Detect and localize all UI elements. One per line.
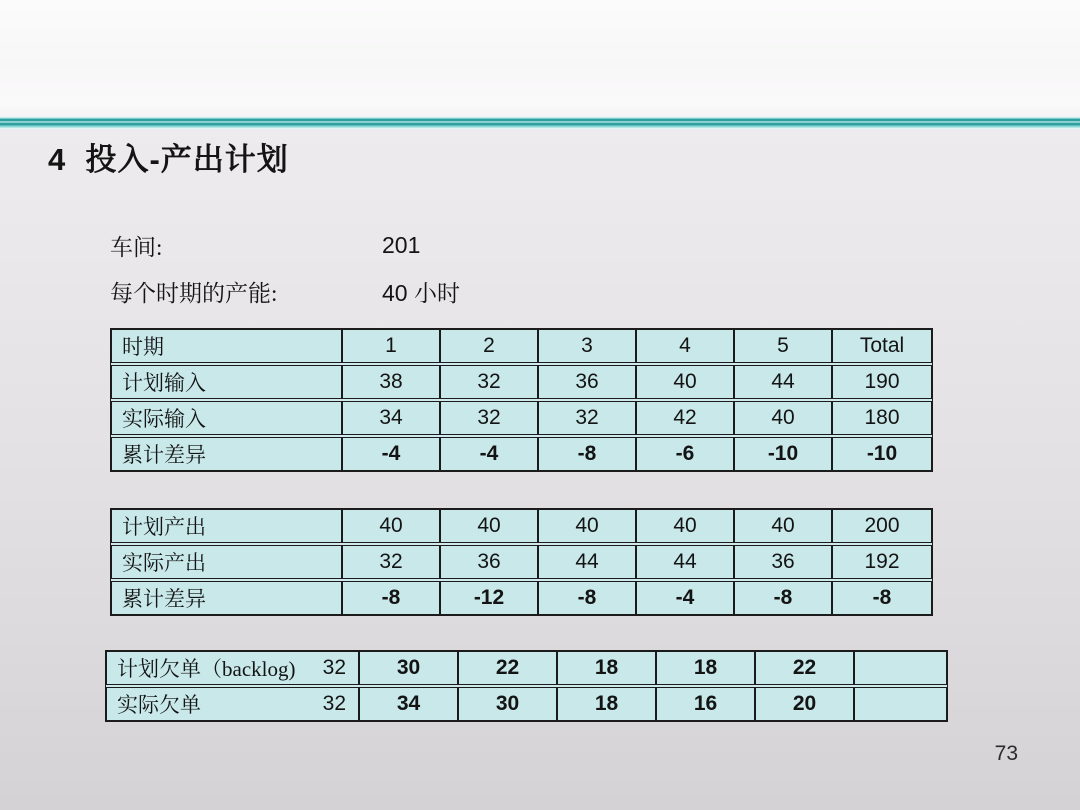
- row-label: 累计差异: [122, 443, 206, 467]
- data-cell: 40: [538, 509, 636, 543]
- input-plan-table: [110, 328, 933, 472]
- data-cell: 40: [342, 509, 440, 543]
- row-label-cell: [111, 545, 342, 579]
- data-cell: 3: [538, 329, 636, 363]
- row-label-cell: [106, 687, 359, 721]
- data-cell: 30: [458, 687, 557, 721]
- row-label: 实际欠单: [117, 693, 201, 717]
- data-cell: -4: [342, 437, 440, 471]
- row-label-cell: [111, 365, 342, 399]
- data-cell: 36: [538, 365, 636, 399]
- data-cell: -10: [832, 437, 932, 471]
- data-cell: 44: [734, 365, 832, 399]
- row-label: 实际输入: [122, 407, 206, 431]
- data-cell: 36: [734, 545, 832, 579]
- data-cell: 2: [440, 329, 538, 363]
- data-cell: -10: [734, 437, 832, 471]
- data-cell: 32: [440, 365, 538, 399]
- data-cell: 4: [636, 329, 734, 363]
- data-cell: 192: [832, 545, 932, 579]
- info-row-capacity: [110, 268, 460, 314]
- data-cell: 22: [458, 651, 557, 685]
- info-row-workshop: [110, 222, 460, 268]
- data-cell: 18: [656, 651, 755, 685]
- backlog-table: [105, 650, 948, 722]
- data-cell: 190: [832, 365, 932, 399]
- data-cell: 40: [440, 509, 538, 543]
- data-cell: 180: [832, 401, 932, 435]
- workshop-value: 201: [382, 231, 421, 258]
- capacity-value: 40 小时: [382, 279, 460, 306]
- data-cell: 32: [440, 401, 538, 435]
- info-block: [110, 222, 460, 314]
- data-cell: 42: [636, 401, 734, 435]
- row-label-cell: [111, 509, 342, 543]
- row-label: 计划产出: [122, 515, 206, 539]
- data-cell: 32: [538, 401, 636, 435]
- data-cell: 22: [755, 651, 854, 685]
- data-cell: -6: [636, 437, 734, 471]
- slide-title: 4 投入-产出计划: [48, 142, 289, 177]
- row-label-cell: [111, 329, 342, 363]
- row-label-cell: [111, 401, 342, 435]
- data-cell: 32: [342, 545, 440, 579]
- data-cell: [854, 687, 947, 721]
- data-cell: 20: [755, 687, 854, 721]
- row-label: 累计差异: [122, 587, 206, 611]
- row-label-cell: [106, 651, 359, 685]
- capacity-label: 每个时期的产能:: [110, 280, 278, 306]
- data-cell: 18: [557, 651, 656, 685]
- data-cell: 5: [734, 329, 832, 363]
- data-cell: -12: [440, 581, 538, 615]
- workshop-label: 车间:: [110, 234, 163, 260]
- row-label-cell: [111, 437, 342, 471]
- data-cell: [854, 651, 947, 685]
- row-initial-value: 32: [322, 692, 346, 715]
- data-cell: 34: [342, 401, 440, 435]
- data-cell: 38: [342, 365, 440, 399]
- data-cell: 40: [636, 365, 734, 399]
- data-cell: 44: [636, 545, 734, 579]
- decorative-teal-band: [0, 117, 1080, 129]
- data-cell: -8: [538, 437, 636, 471]
- output-plan-table: [110, 508, 933, 616]
- row-label: 计划欠单（backlog): [117, 657, 296, 681]
- data-cell: Total: [832, 329, 932, 363]
- data-cell: -8: [734, 581, 832, 615]
- row-label: 实际产出: [122, 551, 206, 575]
- data-cell: -8: [832, 581, 932, 615]
- data-cell: 44: [538, 545, 636, 579]
- row-initial-value: 32: [322, 656, 346, 679]
- data-cell: 200: [832, 509, 932, 543]
- data-cell: 36: [440, 545, 538, 579]
- data-cell: -8: [342, 581, 440, 615]
- data-cell: 40: [734, 509, 832, 543]
- data-cell: 40: [636, 509, 734, 543]
- row-label-cell: [111, 581, 342, 615]
- data-cell: 16: [656, 687, 755, 721]
- data-cell: -8: [538, 581, 636, 615]
- data-cell: 40: [734, 401, 832, 435]
- page-number: 73: [994, 742, 1018, 765]
- data-cell: 34: [359, 687, 458, 721]
- data-cell: 1: [342, 329, 440, 363]
- data-cell: 18: [557, 687, 656, 721]
- row-label: 时期: [122, 335, 164, 359]
- data-cell: -4: [440, 437, 538, 471]
- data-cell: 30: [359, 651, 458, 685]
- row-label: 计划输入: [122, 371, 206, 395]
- data-cell: -4: [636, 581, 734, 615]
